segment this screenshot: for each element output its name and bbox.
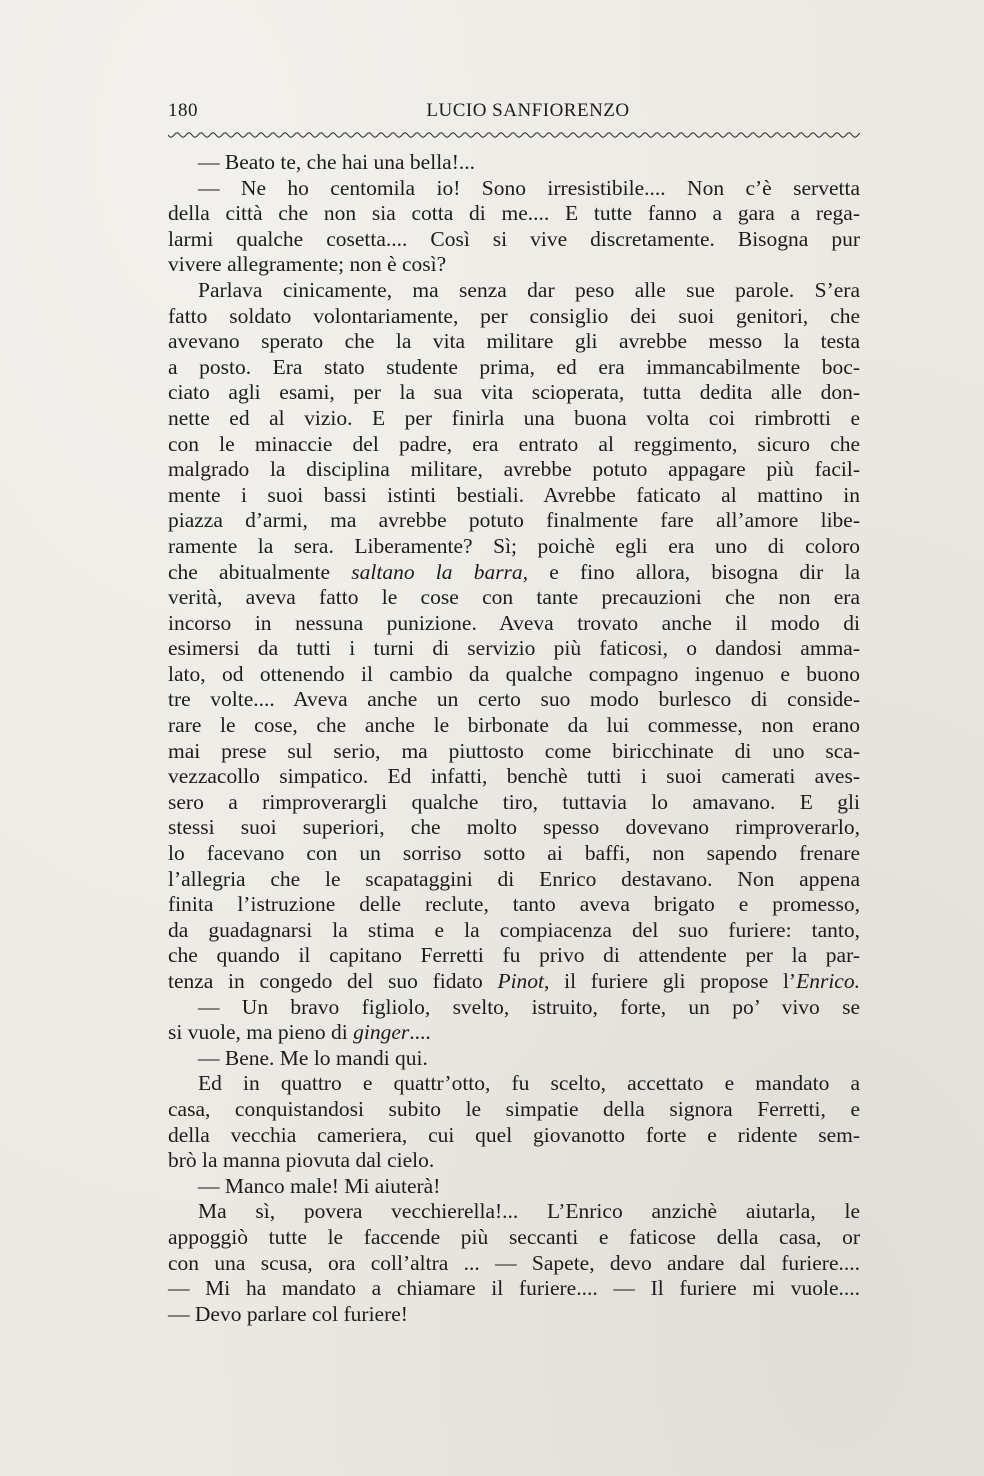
text-line	[168, 943, 860, 969]
text-line	[168, 1199, 860, 1225]
text-line	[168, 329, 860, 355]
text-segment: a posto. Era stato studente prima, ed era immancabilmente boc-	[168, 354, 860, 379]
text-line	[168, 457, 860, 483]
text-segment: appoggiò tutte le faccende più seccanti e faticose della casa, or	[168, 1224, 860, 1249]
text-segment: sero a rimproverargli qualche tiro, tuttavia lo amavano. E gli	[168, 789, 860, 814]
text-segment: della città che non sia cotta di me.... E tutte fanno a gara a rega-	[168, 201, 860, 226]
text-line	[168, 355, 860, 381]
page-number: 180	[168, 100, 198, 121]
text-segment: , e fino allora, bisogna dir la	[522, 559, 860, 584]
text-line	[168, 278, 860, 304]
text-segment: tenza in congedo del suo fidato	[168, 969, 498, 993]
running-title: LUCIO SANFIORENZO	[426, 100, 630, 121]
italic-text: Pinot	[497, 969, 545, 993]
text-segment: rare le cose, che anche le birbonate da lui commesse, non erano	[168, 713, 860, 738]
text-line	[168, 1046, 860, 1072]
text-line	[168, 1251, 860, 1277]
text-segment: malgrado la disciplina militare, avrebbe potuto appagare più facil-	[168, 457, 860, 482]
text-segment: piazza d’armi, ma avrebbe potuto finalmente fare all’amore libe-	[168, 508, 860, 533]
text-segment: Ed in quattro e quattr’otto, fu scelto, accettato e mandato a	[198, 1071, 860, 1096]
text-segment: — Manco male! Mi aiuterà!	[198, 1173, 441, 1198]
body-text	[168, 150, 860, 1327]
text-line	[168, 585, 860, 611]
text-segment: ciato agli esami, per la sua vita scioperata, tutta dedita alle don-	[168, 380, 860, 405]
text-line	[168, 1071, 860, 1097]
text-segment: lato, od ottenendo il cambio da qualche compagno ingenuo e buono	[168, 661, 860, 686]
text-segment: verità, aveva fatto le cose con tante precauzioni che non era	[168, 585, 860, 610]
text-segment: casa, conquistandosi subito le simpatie della signora Ferretti, e	[168, 1096, 860, 1121]
text-line	[168, 252, 860, 278]
text-segment: ramente la sera. Liberamente? Sì; poichè egli era uno di coloro	[168, 533, 860, 558]
text-line	[168, 969, 860, 995]
text-line	[168, 483, 860, 509]
running-head	[168, 100, 860, 128]
text-line	[168, 560, 860, 586]
text-line	[168, 815, 860, 841]
text-segment: da guadagnarsi la stima e la compiacenza del suo furiere: tanto,	[168, 917, 860, 942]
text-segment: — Mi ha mandato a chiamare il furiere.... — Il furiere mi vuole....	[168, 1276, 860, 1301]
text-segment: l’allegria che le scapataggini di Enrico destavano. Non appena	[168, 866, 860, 891]
text-segment: — Devo parlare col furiere!	[168, 1301, 408, 1326]
text-segment: stessi suoi superiori, che molto spesso dovevano rimproverarlo,	[168, 815, 860, 840]
text-segment: Ma sì, povera vecchierella!... L’Enrico anzichè aiutarla, le	[198, 1199, 860, 1224]
text-line	[168, 841, 860, 867]
italic-text: ginger	[353, 1020, 410, 1045]
text-segment: lo facevano con un sorriso sotto ai baffi, non sapendo frenare	[168, 841, 860, 866]
text-line	[168, 1148, 860, 1174]
text-segment: — Bene. Me lo mandi qui.	[198, 1045, 428, 1070]
text-line	[168, 611, 860, 637]
text-line	[168, 1225, 860, 1251]
text-line	[168, 406, 860, 432]
text-line	[168, 713, 860, 739]
text-segment: brò la manna piovuta dal cielo.	[168, 1148, 435, 1173]
text-segment: ....	[409, 1020, 431, 1045]
text-line	[168, 1174, 860, 1200]
text-segment: si vuole, ma pieno di	[168, 1020, 354, 1045]
text-line	[168, 687, 860, 713]
italic-text: saltano la barra	[351, 559, 523, 584]
text-segment: con una scusa, ora coll’altra ... — Sapete, devo andare dal furiere....	[168, 1250, 860, 1275]
text-segment: che quando il capitano Ferretti fu privo di attendente per la par-	[168, 943, 860, 968]
text-segment: tre volte.... Aveva anche un certo suo modo burlesco di conside-	[168, 687, 860, 712]
text-segment: — Ne ho centomila io! Sono irresistibile.... Non c’è servetta	[198, 175, 860, 200]
text-line	[168, 662, 860, 688]
text-segment: esimersi da tutti i turni di servizio più faticosi, o dandosi amma-	[168, 636, 860, 661]
italic-text: Enrico.	[796, 969, 860, 993]
text-segment: vivere allegramente; non è così?	[168, 252, 447, 277]
text-segment: che abitualmente	[168, 559, 352, 584]
text-segment: , il furiere gli propose l’	[544, 969, 797, 993]
text-segment: mai prese sul serio, ma piuttosto come biricchinate di uno sca-	[168, 738, 860, 763]
text-line	[168, 892, 860, 918]
text-line	[168, 1302, 860, 1328]
text-line	[168, 1020, 860, 1046]
text-line	[168, 790, 860, 816]
text-segment: avevano sperato che la vita militare gli avrebbe messo la testa	[168, 329, 860, 354]
text-line	[168, 1276, 860, 1302]
text-segment: incorso in nessuna punizione. Aveva trovato anche il modo di	[168, 610, 860, 635]
text-segment: finita l’istruzione delle reclute, tanto aveva brigato e promesso,	[168, 892, 860, 917]
text-line	[168, 867, 860, 893]
text-line	[168, 918, 860, 944]
text-line	[168, 508, 860, 534]
text-line	[168, 764, 860, 790]
text-line	[168, 432, 860, 458]
text-line	[168, 150, 860, 176]
text-segment: — Beato te, che hai una bella!...	[198, 150, 476, 174]
text-segment: della vecchia cameriera, cui quel giovanotto forte e ridente sem-	[168, 1122, 860, 1147]
text-line	[168, 534, 860, 560]
text-line	[168, 201, 860, 227]
text-line	[168, 176, 860, 202]
text-segment: larmi qualche cosetta.... Così si vive discretamente. Bisogna pur	[168, 226, 860, 251]
text-line	[168, 995, 860, 1021]
text-segment: nette ed al vizio. E per finirla una buona volta coi rimbrotti e	[168, 405, 860, 430]
text-segment: vezzacollo simpatico. Ed infatti, benchè tutti i suoi camerati aves-	[168, 764, 860, 789]
text-segment: — Un bravo figliolo, svelto, istruito, forte, un po’ vivo se	[198, 994, 860, 1019]
wavy-rule-divider	[168, 130, 860, 140]
text-line	[168, 636, 860, 662]
text-segment: mente i suoi bassi istinti bestiali. Avrebbe faticato al mattino in	[168, 482, 860, 507]
text-segment: con le minaccie del padre, era entrato al reggimento, sicuro che	[168, 431, 860, 456]
text-line	[168, 739, 860, 765]
text-line	[168, 227, 860, 253]
text-segment: fatto soldato volontariamente, per consiglio dei suoi genitori, che	[168, 303, 860, 328]
text-line	[168, 304, 860, 330]
text-line	[168, 1123, 860, 1149]
text-line	[168, 1097, 860, 1123]
text-segment: Parlava cinicamente, ma senza dar peso alle sue parole. S’era	[198, 277, 860, 302]
text-line	[168, 380, 860, 406]
